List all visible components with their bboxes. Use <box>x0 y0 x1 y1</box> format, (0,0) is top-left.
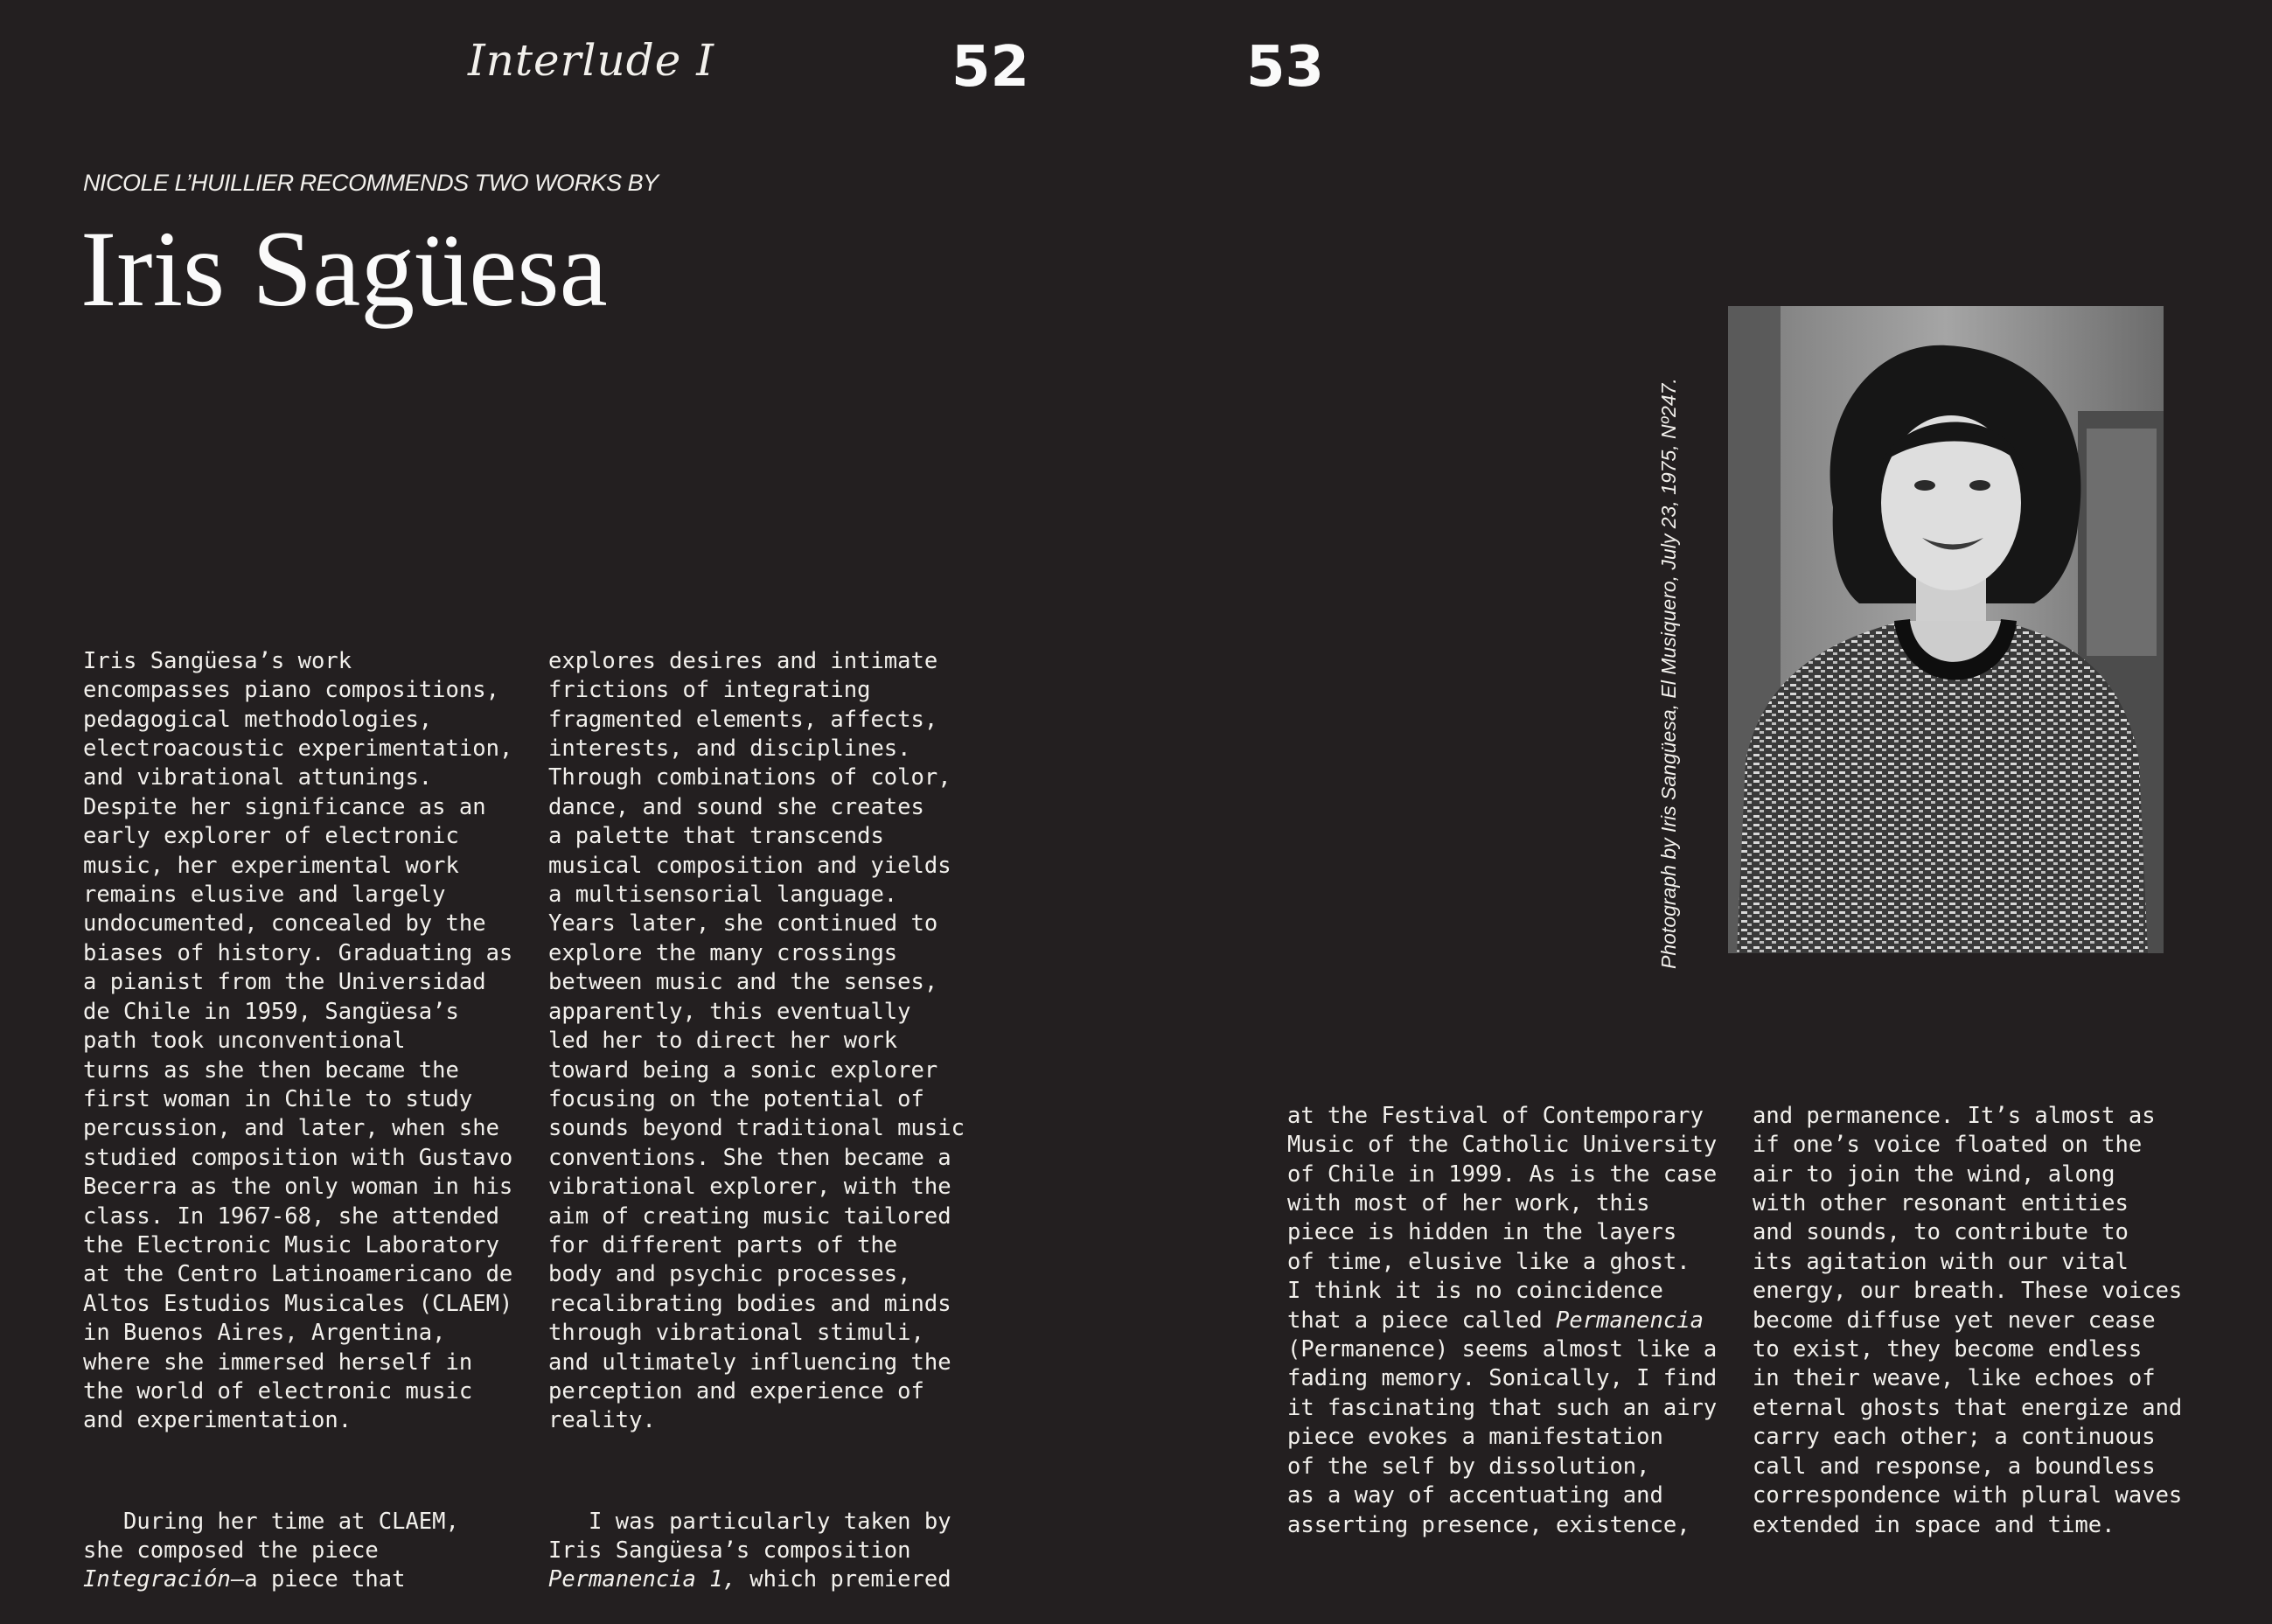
text-column-3 <box>1287 1043 1717 1569</box>
running-head: Interlude I <box>468 35 714 86</box>
col1-p2-tail: —a piece that <box>230 1566 406 1593</box>
col3-tail: (Permanence) seems almost like a fading memory. Sonically, I find it fascinating that such an airy piece evokes a manifestation of the self by dissolution, as a way of accentuating and asserting presence, existence, <box>1287 1336 1718 1538</box>
text-column-2 <box>548 589 965 1624</box>
col1-p2-italic: Integración <box>83 1566 231 1593</box>
col1-paragraph-1: Iris Sangüesa’s work encompasses piano compositions, pedagogical methodologies, electroacoustic experimentation, and vibrational attunings. Despite her significance as an early explorer of electronic music, her experimental work remains elusive and largely undocumented, concealed by the biases of history. Graduating as a pianist from the Universidad de Chile in 1959, Sangüesa’s path took unconventional turns as she then became the first woman in Chile to study percussion, and later, when she studied composition with Gustavo Becerra as the only woman in his class. In 1967-68, she attended the Electronic Music Laboratory at the Centro Latinoamericano de Altos Estudios Musicales (CLAEM) in Buenos Aires, Argentina, where she immersed herself in the world of electronic music and experimentation. <box>83 647 513 1434</box>
col1-paragraph-2 <box>83 1508 512 1595</box>
col4-paragraph: and permanence. It’s almost as if one’s voice floated on the air to join the wind, along with other resonant entities and sounds, to contribute to its agitation with our vital energy, our breath. These voices become diffuse yet never cease to exist, they become endless in their weave, like echoes of eternal ghosts that energize and carry each other; a continuous call and response, a boundless correspondence with plural waves extended in space and time. <box>1753 1102 2183 1538</box>
text-column-4 <box>1753 1043 2182 1569</box>
col2-p2-lead: I was particularly taken by Iris Sangüesa’s composition <box>548 1508 951 1564</box>
page-number-right: 53 <box>1246 35 1325 100</box>
article-kicker: NICOLE L’HUILLIER RECOMMENDS TWO WORKS BY <box>83 170 659 196</box>
col3-lead: at the Festival of Contemporary Music of the Catholic University of Chile in 1999. As is the case with most of her work, this piece is hidden in the layers of time, elusive like a ghost. I think it is no coincidence that a piece called <box>1287 1102 1718 1334</box>
col3-italic: Permanencia <box>1556 1307 1704 1334</box>
portrait-illustration <box>1728 306 2164 953</box>
col2-paragraph-1: explores desires and intimate frictions of integrating fragmented elements, affects, interests, and disciplines. Through combinations of color, dance, and sound she creates a palette that transcends musical composition and yields a multisensorial language. Years later, she continued to explore the many crossings between music and the senses, apparently, this eventually led her to direct her work toward being a sonic explorer focusing on the potential of sounds beyond traditional music conventions. She then became a vibrational explorer, with the aim of creating music tailored for different parts of the body and psychic processes, recalibrating bodies and minds through vibrational stimuli, and ultimately influencing the perception and experience of reality. <box>548 647 965 1434</box>
col2-paragraph-2 <box>548 1508 965 1595</box>
article-title: Iris Sagüesa <box>80 209 608 329</box>
col3-paragraph <box>1287 1102 1717 1540</box>
text-column-1 <box>83 589 512 1624</box>
col2-p2-italic: Permanencia 1, <box>548 1566 736 1593</box>
col2-p2-tail: which premiered <box>735 1566 951 1593</box>
page-number-left: 52 <box>951 35 1030 100</box>
portrait-photo <box>1728 306 2164 953</box>
col1-p2-lead: During her time at CLAEM, she composed the piece <box>83 1508 459 1564</box>
photo-caption: Photograph by Iris Sangüesa, El Musiquero, July 23, 1975, Nº247. <box>1657 378 1680 969</box>
